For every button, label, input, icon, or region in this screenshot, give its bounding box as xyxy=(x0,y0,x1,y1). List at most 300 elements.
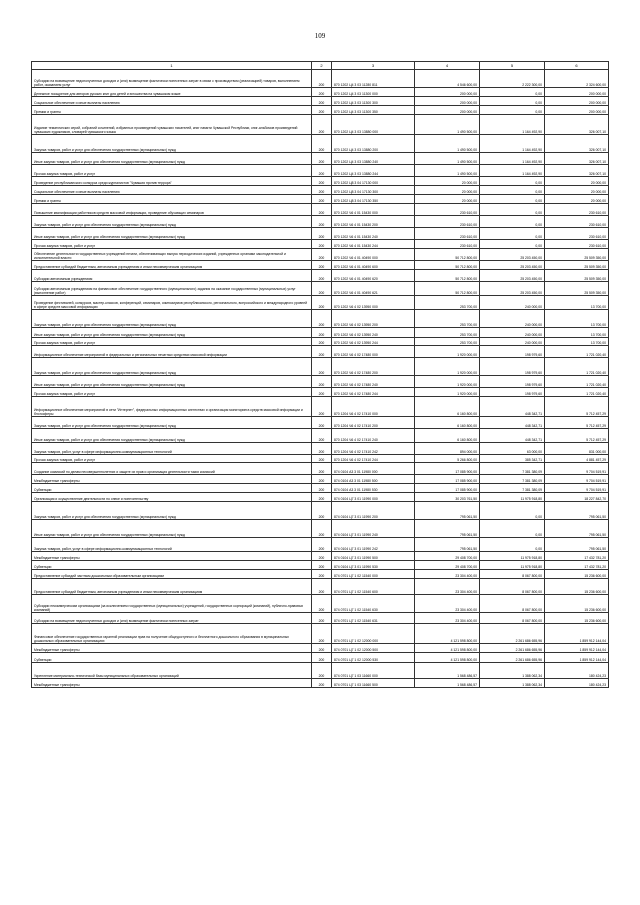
row-name-cell: Межбюджетные трансферты xyxy=(32,475,312,484)
table-row xyxy=(32,417,609,429)
row-plan-cell: 17 085 900,00 xyxy=(415,463,480,475)
row-name-cell: Прочая закупка товаров, работ и услуг xyxy=(32,338,312,346)
table-row xyxy=(32,270,609,282)
row-remaining-cell: 1 859 912 144,04 xyxy=(545,653,609,663)
table-row xyxy=(32,177,609,186)
row-executed-cell: 198 979,60 xyxy=(480,358,545,376)
row-code-cell: 200 xyxy=(312,484,332,493)
row-plan-cell: 23 304 400,00 xyxy=(415,613,480,624)
row-plan-cell: 4 121 598 800,00 xyxy=(415,624,480,644)
row-executed-cell: 0,00 xyxy=(480,240,545,249)
row-code-cell: 200 xyxy=(312,88,332,97)
table-row xyxy=(32,644,609,653)
header-cell-3: 3 xyxy=(332,62,415,70)
header-cell-5: 5 xyxy=(480,62,545,70)
row-name-cell: Предоставление субсидий бюджетным, автономным учреждениям и иным некоммерческим организациям xyxy=(32,579,312,595)
table-row xyxy=(32,484,609,493)
row-kbk-cell: 870 1202 Ц8 3 04 17130 000 xyxy=(332,177,415,186)
row-plan-cell: 230 610,00 xyxy=(415,228,480,240)
row-executed-cell: 1 164 492,90 xyxy=(480,135,545,153)
table-row xyxy=(32,493,609,502)
table-row xyxy=(32,358,609,376)
row-plan-cell: 23 304 400,00 xyxy=(415,570,480,579)
row-code-cell: 200 xyxy=(312,388,332,397)
row-plan-cell: 200 000,00 xyxy=(415,106,480,115)
row-plan-cell: 17 085 900,00 xyxy=(415,475,480,484)
row-name-cell: Прочая закупка товаров, работ и услуг xyxy=(32,165,312,177)
row-code-cell: 200 xyxy=(312,106,332,115)
row-plan-cell: 894 000,00 xyxy=(415,443,480,455)
row-executed-cell: 8 067 800,00 xyxy=(480,613,545,624)
row-kbk-cell: 870 1202 Ч6 4 02 17480 240 xyxy=(332,376,415,388)
row-name-cell: Субвенции xyxy=(32,653,312,663)
row-kbk-cell: 874 0701 Ц7 1 02 12000 000 xyxy=(332,624,415,644)
row-plan-cell: 253 700,00 xyxy=(415,310,480,328)
row-name-cell: Премии и гранты xyxy=(32,106,312,115)
row-remaining-cell: 13 700,00 xyxy=(545,328,609,338)
row-kbk-cell: 870 1202 Ц4 3 03 11300 300 xyxy=(332,97,415,106)
row-kbk-cell: 874 0701 Ц7 1 02 11540 000 xyxy=(332,570,415,579)
row-plan-cell: 1 920 000,00 xyxy=(415,376,480,388)
row-kbk-cell: 870 1204 Ч6 4 02 17410 240 xyxy=(332,429,415,443)
row-code-cell: 200 xyxy=(312,165,332,177)
table-row xyxy=(32,328,609,338)
row-name-cell: Издание тематических серий, собраний сочинений, избранных произведений чувашских писателей, книг памяти Чувашской Республики, книг-альбомов произведений чувашских художников, словарей чувашского языка xyxy=(32,115,312,135)
row-executed-cell: 25 203 450,00 xyxy=(480,270,545,282)
row-executed-cell: 8 067 800,00 xyxy=(480,579,545,595)
row-remaining-cell: 230 610,00 xyxy=(545,240,609,249)
row-remaining-cell: 326 007,10 xyxy=(545,115,609,135)
row-remaining-cell: 13 700,00 xyxy=(545,310,609,328)
row-kbk-cell: 874 0104 Ц7 3 01 11990 500 xyxy=(332,552,415,561)
row-plan-cell: 23 304 400,00 xyxy=(415,579,480,595)
table-row xyxy=(32,310,609,328)
table-row xyxy=(32,70,609,88)
row-code-cell: 200 xyxy=(312,570,332,579)
row-plan-cell: 17 085 900,00 xyxy=(415,484,480,493)
row-executed-cell: 198 979,60 xyxy=(480,388,545,397)
row-remaining-cell: 5 712 457,29 xyxy=(545,417,609,429)
table-row xyxy=(32,429,609,443)
table-row xyxy=(32,296,609,310)
row-plan-cell: 4 546 600,00 xyxy=(415,70,480,88)
row-kbk-cell: 870 1202 Ц4 3 03 13880 000 xyxy=(332,115,415,135)
table-row xyxy=(32,346,609,358)
table-row xyxy=(32,338,609,346)
table-row xyxy=(32,135,609,153)
row-remaining-cell: 20 000,00 xyxy=(545,195,609,204)
row-kbk-cell: 870 1202 Ч6 4 02 17480 244 xyxy=(332,388,415,397)
table-row xyxy=(32,538,609,552)
row-plan-cell: 20 000,00 xyxy=(415,186,480,195)
row-code-cell: 200 xyxy=(312,204,332,216)
table-row xyxy=(32,502,609,520)
row-kbk-cell: 874 0701 Ц7 1 02 12000 530 xyxy=(332,653,415,663)
row-kbk-cell: 870 1204 Ч6 4 02 17410 244 xyxy=(332,455,415,463)
row-plan-cell: 795 061,50 xyxy=(415,520,480,538)
row-remaining-cell: 15 236 600,00 xyxy=(545,570,609,579)
row-remaining-cell: 4 881 457,29 xyxy=(545,455,609,463)
row-executed-cell: 1 388 062,34 xyxy=(480,663,545,679)
table-body xyxy=(32,70,609,688)
row-code-cell: 200 xyxy=(312,397,332,417)
row-code-cell: 200 xyxy=(312,653,332,663)
row-plan-cell: 1 490 500,00 xyxy=(415,115,480,135)
row-kbk-cell: 870 1202 Ч6 4 01 40490 621 xyxy=(332,282,415,296)
row-remaining-cell: 20 000,00 xyxy=(545,186,609,195)
row-plan-cell: 30 203 761,50 xyxy=(415,493,480,502)
row-name-cell: Проведение республиканского конкурса среди журналистов "Чувашия против террора" xyxy=(32,177,312,186)
row-code-cell: 200 xyxy=(312,443,332,455)
row-remaining-cell: 230 610,00 xyxy=(545,228,609,240)
row-code-cell: 200 xyxy=(312,613,332,624)
row-kbk-cell: 874 0701 Ц7 1 02 12000 500 xyxy=(332,644,415,653)
row-name-cell: Укрепление материально-технической базы муниципальных образовательных организаций xyxy=(32,663,312,679)
row-plan-cell: 50 712 800,00 xyxy=(415,270,480,282)
header-row xyxy=(32,62,609,70)
row-executed-cell: 2 261 686 655,96 xyxy=(480,624,545,644)
row-name-cell: Иные закупки товаров, работ и услуг для обеспечения государственных (муниципальных) нужд xyxy=(32,228,312,240)
row-executed-cell: 0,00 xyxy=(480,106,545,115)
row-name-cell: Прочая закупка товаров, работ и услуг xyxy=(32,240,312,249)
row-code-cell: 200 xyxy=(312,186,332,195)
row-executed-cell: 0,00 xyxy=(480,502,545,520)
table-row xyxy=(32,679,609,688)
row-name-cell: Премии и гранты xyxy=(32,195,312,204)
row-remaining-cell: 5 712 457,29 xyxy=(545,429,609,443)
row-name-cell: Иные закупки товаров, работ и услуг для обеспечения государственных (муниципальных) нужд xyxy=(32,429,312,443)
row-plan-cell: 1 490 500,00 xyxy=(415,153,480,165)
row-kbk-cell: 874 0104 А3 3 01 11980 500 xyxy=(332,475,415,484)
row-kbk-cell: 870 1202 Ц8 3 04 17130 350 xyxy=(332,195,415,204)
row-remaining-cell: 1 721 020,40 xyxy=(545,376,609,388)
row-executed-cell: 0,00 xyxy=(480,520,545,538)
table-row xyxy=(32,249,609,261)
row-kbk-cell: 874 0701 Ц7 1 02 11540 631 xyxy=(332,613,415,624)
row-executed-cell: 7 381 380,09 xyxy=(480,463,545,475)
row-code-cell: 200 xyxy=(312,296,332,310)
row-kbk-cell: 870 1202 Ц4 3 03 11280 811 xyxy=(332,70,415,88)
row-name-cell: Прочая закупка товаров, работ и услуг xyxy=(32,388,312,397)
row-remaining-cell: 5 712 457,29 xyxy=(545,397,609,417)
row-kbk-cell: 870 1202 Ч6 4 01 15430 000 xyxy=(332,204,415,216)
row-plan-cell: 50 712 800,00 xyxy=(415,282,480,296)
row-plan-cell: 1 920 000,00 xyxy=(415,388,480,397)
row-code-cell: 200 xyxy=(312,502,332,520)
row-executed-cell: 7 381 380,09 xyxy=(480,484,545,493)
row-plan-cell: 1 568 486,57 xyxy=(415,679,480,688)
row-plan-cell: 253 700,00 xyxy=(415,328,480,338)
row-name-cell: Иные закупки товаров, работ и услуг для обеспечения государственных (муниципальных) нужд xyxy=(32,328,312,338)
table-row xyxy=(32,376,609,388)
row-remaining-cell: 831 000,00 xyxy=(545,443,609,455)
row-executed-cell: 0,00 xyxy=(480,216,545,228)
row-code-cell: 200 xyxy=(312,579,332,595)
table-row xyxy=(32,165,609,177)
table-row xyxy=(32,186,609,195)
row-executed-cell: 0,00 xyxy=(480,204,545,216)
row-executed-cell: 385 342,71 xyxy=(480,455,545,463)
row-executed-cell: 8 067 800,00 xyxy=(480,595,545,613)
row-kbk-cell: 874 0104 Ц7 3 01 11990 000 xyxy=(332,493,415,502)
row-plan-cell: 200 000,00 xyxy=(415,97,480,106)
header-cell-6: 6 xyxy=(545,62,609,70)
row-code-cell: 200 xyxy=(312,153,332,165)
table-row xyxy=(32,663,609,679)
row-kbk-cell: 870 1202 Ч6 4 01 15430 240 xyxy=(332,228,415,240)
row-name-cell: Субвенции xyxy=(32,484,312,493)
row-name-cell: Информационное обеспечение мероприятий в федеральных и региональных печатных средствах массовой информации xyxy=(32,346,312,358)
row-code-cell: 200 xyxy=(312,282,332,296)
row-plan-cell: 795 061,50 xyxy=(415,502,480,520)
row-code-cell: 200 xyxy=(312,261,332,270)
row-executed-cell: 448 342,71 xyxy=(480,397,545,417)
row-plan-cell: 6 160 800,00 xyxy=(415,417,480,429)
row-executed-cell: 240 000,00 xyxy=(480,328,545,338)
row-name-cell: Иные закупки товаров, работ и услуг для обеспечения государственных (муниципальных) нужд xyxy=(32,153,312,165)
row-executed-cell: 0,00 xyxy=(480,177,545,186)
row-remaining-cell: 326 007,10 xyxy=(545,153,609,165)
row-remaining-cell: 9 704 519,91 xyxy=(545,484,609,493)
row-code-cell: 200 xyxy=(312,135,332,153)
row-name-cell: Субсидии некоммерческим организациям (за исключением государственных (муниципальных) учреждений, государственных корпораций (компаний), публично-правовых компаний) xyxy=(32,595,312,613)
row-kbk-cell: 870 1202 Ч6 4 02 17480 200 xyxy=(332,358,415,376)
row-plan-cell: 200 000,00 xyxy=(415,88,480,97)
row-name-cell: Иные закупки товаров, работ и услуг для обеспечения государственных (муниципальных) нужд xyxy=(32,376,312,388)
row-plan-cell: 1 920 000,00 xyxy=(415,346,480,358)
row-plan-cell: 6 160 800,00 xyxy=(415,397,480,417)
row-kbk-cell: 874 0104 Ц7 3 01 11990 242 xyxy=(332,538,415,552)
row-name-cell: Закупка товаров, работ и услуг для обеспечения государственных (муниципальных) нужд xyxy=(32,417,312,429)
row-remaining-cell: 17 432 781,20 xyxy=(545,552,609,561)
row-kbk-cell: 870 1202 Ч6 4 01 40490 600 xyxy=(332,261,415,270)
row-remaining-cell: 180 424,23 xyxy=(545,663,609,679)
row-executed-cell: 198 979,60 xyxy=(480,376,545,388)
row-remaining-cell: 9 704 519,91 xyxy=(545,475,609,484)
row-name-cell: Предоставление субсидий частным дошкольным образовательным организациям xyxy=(32,570,312,579)
row-name-cell: Субвенции xyxy=(32,561,312,570)
row-kbk-cell: 870 1202 Ц4 3 03 13880 244 xyxy=(332,165,415,177)
row-executed-cell: 0,00 xyxy=(480,186,545,195)
row-name-cell: Межбюджетные трансферты xyxy=(32,679,312,688)
row-kbk-cell: 870 1202 Ч6 4 01 40490 620 xyxy=(332,270,415,282)
row-name-cell: Межбюджетные трансферты xyxy=(32,552,312,561)
row-executed-cell: 240 000,00 xyxy=(480,296,545,310)
row-code-cell: 200 xyxy=(312,644,332,653)
row-plan-cell: 4 121 598 800,00 xyxy=(415,653,480,663)
row-remaining-cell: 200 000,00 xyxy=(545,88,609,97)
row-plan-cell: 230 610,00 xyxy=(415,204,480,216)
row-executed-cell: 8 067 800,00 xyxy=(480,570,545,579)
row-code-cell: 200 xyxy=(312,310,332,328)
row-name-cell: Обеспечение деятельности государственных учреждений печати, обеспечивающих выпуск периодических изданий, учрежденных органами законодательной и исполнительной власти xyxy=(32,249,312,261)
table-row xyxy=(32,228,609,240)
row-remaining-cell: 25 509 350,00 xyxy=(545,282,609,296)
table-row xyxy=(32,443,609,455)
row-remaining-cell: 326 007,10 xyxy=(545,165,609,177)
row-code-cell: 200 xyxy=(312,520,332,538)
row-name-cell: Организация и осуществление деятельности по опеке и попечительству xyxy=(32,493,312,502)
row-executed-cell: 2 261 686 655,96 xyxy=(480,644,545,653)
row-kbk-cell: 874 0104 Ц7 3 01 11990 200 xyxy=(332,502,415,520)
row-remaining-cell: 25 509 350,00 xyxy=(545,261,609,270)
row-kbk-cell: 870 1202 Ч6 4 01 15430 244 xyxy=(332,240,415,249)
row-code-cell: 200 xyxy=(312,493,332,502)
row-remaining-cell: 20 000,00 xyxy=(545,177,609,186)
table-row xyxy=(32,153,609,165)
row-plan-cell: 1 490 500,00 xyxy=(415,165,480,177)
table-row xyxy=(32,388,609,397)
table-header xyxy=(32,62,609,70)
row-code-cell: 200 xyxy=(312,70,332,88)
row-plan-cell: 253 700,00 xyxy=(415,338,480,346)
page-number: 109 xyxy=(314,32,326,40)
row-kbk-cell: 874 0104 Ц7 3 01 11990 240 xyxy=(332,520,415,538)
table-row xyxy=(32,216,609,228)
row-code-cell: 200 xyxy=(312,228,332,240)
table-row xyxy=(32,624,609,644)
table-row xyxy=(32,282,609,296)
row-executed-cell: 7 381 380,09 xyxy=(480,475,545,484)
table-row xyxy=(32,463,609,475)
row-code-cell: 200 xyxy=(312,177,332,186)
row-executed-cell: 1 388 062,34 xyxy=(480,679,545,688)
table-row xyxy=(32,595,609,613)
row-executed-cell: 240 000,00 xyxy=(480,310,545,328)
row-plan-cell: 230 610,00 xyxy=(415,216,480,228)
row-kbk-cell: 874 0104 А3 3 01 11980 000 xyxy=(332,463,415,475)
row-executed-cell: 11 975 918,80 xyxy=(480,552,545,561)
row-executed-cell: 11 975 918,80 xyxy=(480,493,545,502)
row-code-cell: 200 xyxy=(312,115,332,135)
row-remaining-cell: 25 509 350,00 xyxy=(545,249,609,261)
row-plan-cell: 253 700,00 xyxy=(415,296,480,310)
row-remaining-cell: 2 324 600,00 xyxy=(545,70,609,88)
row-executed-cell: 1 164 492,90 xyxy=(480,115,545,135)
row-executed-cell: 25 203 450,00 xyxy=(480,282,545,296)
row-code-cell: 200 xyxy=(312,663,332,679)
row-kbk-cell: 870 1202 Ч6 4 01 40490 000 xyxy=(332,249,415,261)
row-remaining-cell: 200 000,00 xyxy=(545,106,609,115)
row-name-cell: Закупка товаров, работ, услуг в сфере информационно-коммуникационных технологий xyxy=(32,538,312,552)
table-row xyxy=(32,397,609,417)
row-remaining-cell: 15 236 600,00 xyxy=(545,595,609,613)
row-code-cell: 200 xyxy=(312,679,332,688)
row-code-cell: 200 xyxy=(312,624,332,644)
row-kbk-cell: 874 0104 А3 3 01 11980 530 xyxy=(332,484,415,493)
row-code-cell: 200 xyxy=(312,595,332,613)
row-remaining-cell: 25 509 350,00 xyxy=(545,270,609,282)
row-kbk-cell: 870 1202 Ц4 3 03 11300 350 xyxy=(332,106,415,115)
row-code-cell: 200 xyxy=(312,463,332,475)
row-executed-cell: 198 979,60 xyxy=(480,346,545,358)
table-row xyxy=(32,106,609,115)
row-remaining-cell: 795 061,50 xyxy=(545,538,609,552)
row-kbk-cell: 870 1202 Ч6 4 02 13950 240 xyxy=(332,328,415,338)
row-kbk-cell: 870 1204 Ч6 4 02 17410 200 xyxy=(332,417,415,429)
row-name-cell: Прочая закупка товаров, работ и услуг xyxy=(32,455,312,463)
row-executed-cell: 0,00 xyxy=(480,88,545,97)
row-name-cell: Закупка товаров, работ, услуг в сфере информационно-коммуникационных технологий xyxy=(32,443,312,455)
row-name-cell: Денежное поощрение для авторов русских книг для детей и юношества на чувашском языке xyxy=(32,88,312,97)
row-name-cell: Межбюджетные трансферты xyxy=(32,644,312,653)
row-name-cell: Проведение фестивалей, конкурсов, мастер-классов, конференций, семинаров, симпозиумов республиканского, регионального, всероссийского и международного уровней в сфере средств массовой информации xyxy=(32,296,312,310)
row-name-cell: Закупка товаров, работ и услуг для обеспечения государственных (муниципальных) нужд xyxy=(32,310,312,328)
row-code-cell: 200 xyxy=(312,270,332,282)
row-code-cell: 200 xyxy=(312,455,332,463)
budget-table xyxy=(31,61,609,688)
row-plan-cell: 795 061,50 xyxy=(415,538,480,552)
row-code-cell: 200 xyxy=(312,346,332,358)
row-kbk-cell: 870 1202 Ц4 3 03 13880 200 xyxy=(332,135,415,153)
row-kbk-cell: 874 0701 Ц7 1 02 11540 600 xyxy=(332,579,415,595)
row-plan-cell: 5 266 800,00 xyxy=(415,455,480,463)
table-row xyxy=(32,204,609,216)
row-code-cell: 200 xyxy=(312,216,332,228)
row-kbk-cell: 870 1202 Ч6 4 02 13950 244 xyxy=(332,338,415,346)
row-code-cell: 200 xyxy=(312,249,332,261)
row-kbk-cell: 870 1202 Ц8 3 04 17130 300 xyxy=(332,186,415,195)
row-kbk-cell: 870 1202 Ч6 4 02 13950 000 xyxy=(332,296,415,310)
row-code-cell: 200 xyxy=(312,195,332,204)
row-plan-cell: 23 304 400,00 xyxy=(415,595,480,613)
row-plan-cell: 50 712 800,00 xyxy=(415,249,480,261)
row-kbk-cell: 870 1202 Ч6 4 02 13950 200 xyxy=(332,310,415,328)
row-plan-cell: 20 000,00 xyxy=(415,195,480,204)
row-remaining-cell: 795 061,50 xyxy=(545,520,609,538)
row-executed-cell: 240 000,00 xyxy=(480,338,545,346)
row-plan-cell: 29 408 700,00 xyxy=(415,552,480,561)
row-executed-cell: 448 342,71 xyxy=(480,429,545,443)
header-cell-2: 2 xyxy=(312,62,332,70)
row-remaining-cell: 795 061,50 xyxy=(545,502,609,520)
table-row xyxy=(32,115,609,135)
row-remaining-cell: 1 859 912 144,04 xyxy=(545,644,609,653)
row-kbk-cell: 870 1202 Ц4 3 03 13880 240 xyxy=(332,153,415,165)
row-executed-cell: 11 975 918,80 xyxy=(480,561,545,570)
row-kbk-cell: 870 1204 Ч6 4 02 17410 000 xyxy=(332,397,415,417)
table-row xyxy=(32,570,609,579)
row-plan-cell: 50 712 800,00 xyxy=(415,261,480,270)
row-executed-cell: 63 000,00 xyxy=(480,443,545,455)
row-executed-cell: 1 164 492,90 xyxy=(480,165,545,177)
row-remaining-cell: 180 424,23 xyxy=(545,679,609,688)
row-name-cell: Предоставление субсидий бюджетным, автономным учреждениям и иным некоммерческим организациям xyxy=(32,261,312,270)
row-plan-cell: 1 568 486,57 xyxy=(415,663,480,679)
row-name-cell: Информационное обеспечение мероприятий в сети "Интернет", федеральных информационных агентствах и организация мониторинга средств массовой информации и блогосферы xyxy=(32,397,312,417)
row-name-cell: Закупка товаров, работ и услуг для обеспечения государственных (муниципальных) нужд xyxy=(32,358,312,376)
row-remaining-cell: 13 700,00 xyxy=(545,296,609,310)
row-executed-cell: 1 164 492,90 xyxy=(480,153,545,165)
row-code-cell: 200 xyxy=(312,561,332,570)
table-row xyxy=(32,552,609,561)
row-executed-cell: 25 203 450,00 xyxy=(480,261,545,270)
row-name-cell: Социальное обеспечение и иные выплаты населению xyxy=(32,97,312,106)
table-row xyxy=(32,613,609,624)
table-row xyxy=(32,653,609,663)
table-row xyxy=(32,579,609,595)
row-code-cell: 200 xyxy=(312,376,332,388)
header-cell-1: 1 xyxy=(32,62,312,70)
row-kbk-cell: 874 0104 Ц7 3 01 11990 530 xyxy=(332,561,415,570)
row-plan-cell: 230 610,00 xyxy=(415,240,480,249)
row-name-cell: Финансовое обеспечение государственных гарантий реализации прав на получение общедоступного и бесплатного дошкольного образования в муниципальных дошкольных образовательных организациях xyxy=(32,624,312,644)
row-code-cell: 200 xyxy=(312,552,332,561)
row-remaining-cell: 1 721 020,40 xyxy=(545,358,609,376)
row-plan-cell: 4 121 598 800,00 xyxy=(415,644,480,653)
table-row xyxy=(32,475,609,484)
row-kbk-cell: 870 1202 Ч6 4 01 15430 200 xyxy=(332,216,415,228)
